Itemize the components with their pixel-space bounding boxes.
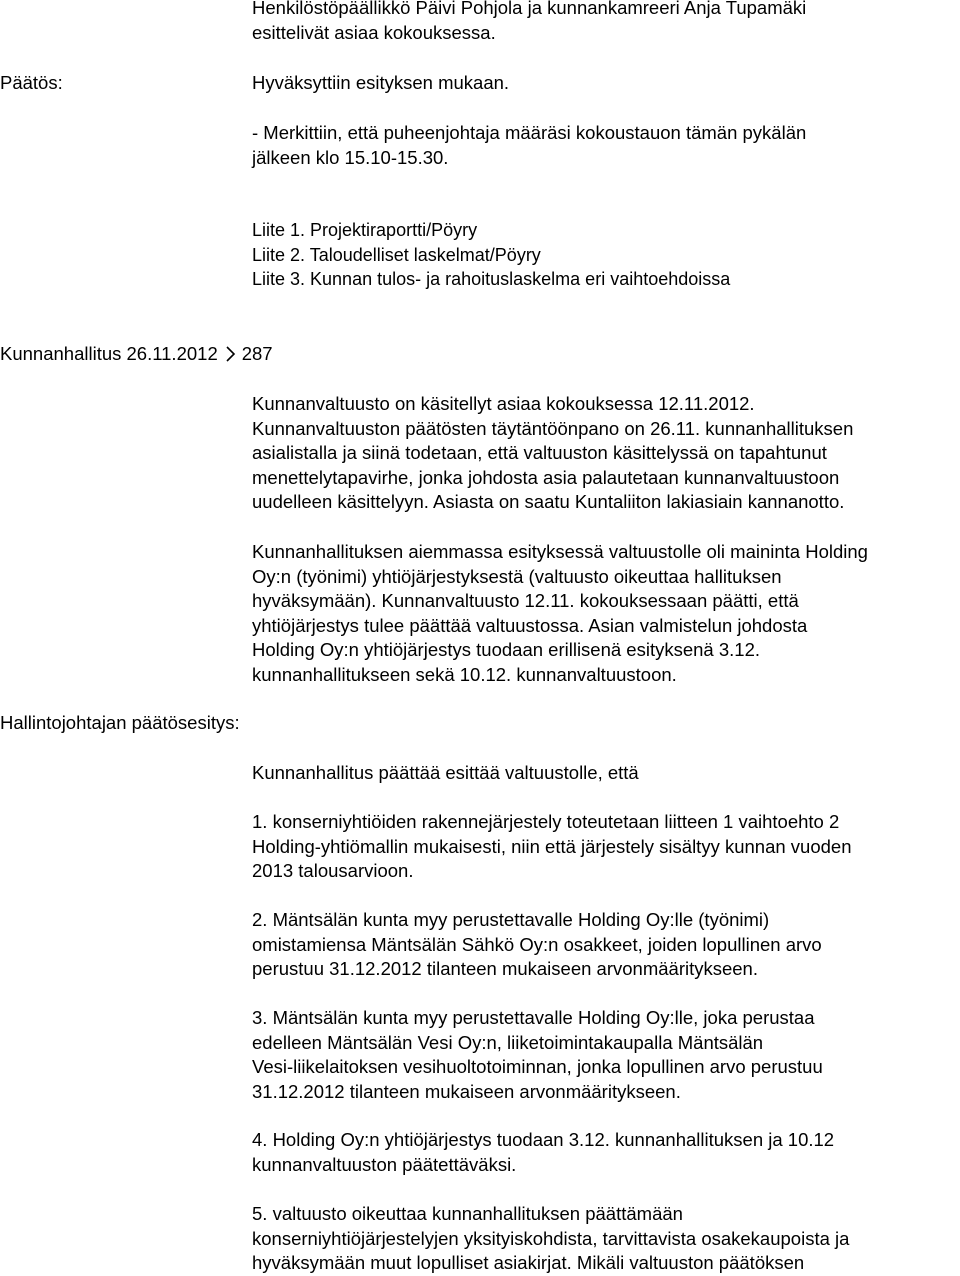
proposal-item-line: kunnanvaltuuston päätettäväksi. (252, 1153, 517, 1175)
council-note-line: uudelleen käsittelyyn. Asiasta on saatu Kuntaliiton lakiasiain kannanotto. (252, 491, 845, 512)
attachment-list (252, 218, 956, 292)
proposal-item-2 (252, 908, 956, 982)
proposal-item-line: omistamiensa Mäntsälän Sähkö Oy:n osakkeet, joiden lopullinen arvo (252, 933, 822, 955)
proposal-item-line: perustuu 31.12.2012 tilanteen mukaiseen arvonmääritykseen. (252, 958, 758, 979)
proposal-item-line: 4. Holding Oy:n yhtiöjärjestys tuodaan 3.12. kunnanhallituksen ja 10.12 (252, 1129, 835, 1150)
proposal-item-line: 3. Mäntsälän kunta myy perustettavalle Holding Oy:lle, joka perustaa (252, 1007, 815, 1028)
attachment-item: Liite 3. Kunnan tulos- ja rahoituslaskelma eri vaihtoehdoissa (252, 269, 731, 289)
proposal-intro-line: Kunnanhallitus päättää esittää valtuustolle, että (252, 762, 639, 783)
proposal-item-line: edelleen Mäntsälän Vesi Oy:n, liiketoimintakaupalla Mäntsälän (252, 1031, 764, 1053)
council-note-line: Kunnanvaltuuston päätösten täytäntöönpano on 26.11. kunnanhallituksen (252, 417, 854, 439)
council-note-line: asialistalla ja siinä todetaan, että valtuuston käsittelyssä on tapahtunut (252, 442, 827, 463)
proposal-item-line: 31.12.2012 tilanteen mukaiseen arvonmääritykseen. (252, 1080, 681, 1102)
decision-note-line: jälkeen klo 15.10-15.30. (252, 146, 449, 168)
proposal-label: Hallintojohtajan päätösesitys: (0, 712, 240, 733)
council-note-line: Kunnanvaltuusto on käsitellyt asiaa kokouksessa 12.11.2012. (252, 393, 755, 414)
previous-proposal-line: yhtiöjärjestys tulee päättää valtuustossa. Asian valmistelun johdosta (252, 614, 808, 636)
proposal-item-line: Holding-yhtiömallin mukaisesti, niin että järjestely sisältyy kunnan vuoden (252, 835, 852, 857)
decision-note (252, 121, 956, 170)
proposal-intro (252, 761, 956, 786)
section-number: 287 (241, 343, 273, 364)
proposal-item-line: 1. konserniyhtiöiden rakennejärjestely toteutetaan liitteen 1 vaihtoehto 2 (252, 811, 840, 832)
proposal-item-line: 2013 talousarvioon. (252, 860, 414, 881)
attachment-item: Liite 1. Projektiraportti/Pöyry (252, 220, 478, 240)
decision-text (252, 71, 956, 96)
proposal-item-5 (252, 1202, 956, 1276)
intro-line: Henkilöstöpäällikkö Päivi Pohjola ja kunnankamreeri Anja Tupamäki (252, 0, 807, 18)
proposal-item-3 (252, 1006, 956, 1104)
previous-proposal-line: Kunnanhallituksen aiemmassa esityksessä valtuustolle oli maininta Holding (252, 541, 868, 562)
proposal-item-4 (252, 1128, 956, 1177)
intro-line: esittelivät asiaa kokouksessa. (252, 21, 496, 43)
proposal-item-line: hyväksymään muut lopulliset asiakirjat. Mikäli valtuuston päätöksen (252, 1252, 805, 1273)
proposal-item-line: 2. Mäntsälän kunta myy perustettavalle Holding Oy:lle (työnimi) (252, 909, 770, 930)
proposal-item-line: konserniyhtiöjärjestelyjen yksityiskohdista, tarvittavista osakekaupoista ja (252, 1227, 850, 1249)
previous-proposal-line: Oy:n (työnimi) yhtiöjärjestyksestä (valtuusto oikeuttaa hallituksen (252, 565, 782, 587)
attachment-item: Liite 2. Taloudelliset laskelmat/Pöyry (252, 244, 541, 265)
section-board: Kunnanhallitus 26.11.2012 (0, 343, 218, 364)
section-header (0, 342, 273, 367)
section-chevron-icon (224, 345, 236, 363)
previous-proposal-line: Holding Oy:n yhtiöjärjestys tuodaan erillisenä esityksenä 3.12. (252, 639, 761, 660)
decision-note-line: - Merkittiin, että puheenjohtaja määräsi kokoustauon tämän pykälän (252, 122, 807, 143)
decision-text-line: Hyväksyttiin esityksen mukaan. (252, 72, 510, 93)
council-note (252, 392, 956, 515)
proposal-item-1 (252, 810, 956, 884)
previous-proposal-line: hyväksymään). Kunnanvaltuusto 12.11. kokouksessaan päätti, että (252, 590, 799, 611)
previous-proposal-line: kunnanhallitukseen sekä 10.12. kunnanvaltuustoon. (252, 663, 677, 685)
proposal-item-line: Vesi-liikelaitoksen vesihuoltotoiminnan, jonka lopullinen arvo perustuu (252, 1056, 823, 1077)
intro-paragraph (252, 0, 956, 45)
previous-proposal (252, 540, 956, 687)
council-note-line: menettelytapavirhe, jonka johdosta asia palautetaan kunnanvaltuustoon (252, 466, 840, 488)
decision-label: Päätös: (0, 72, 63, 93)
proposal-item-line: 5. valtuusto oikeuttaa kunnanhallituksen päättämään (252, 1203, 683, 1224)
